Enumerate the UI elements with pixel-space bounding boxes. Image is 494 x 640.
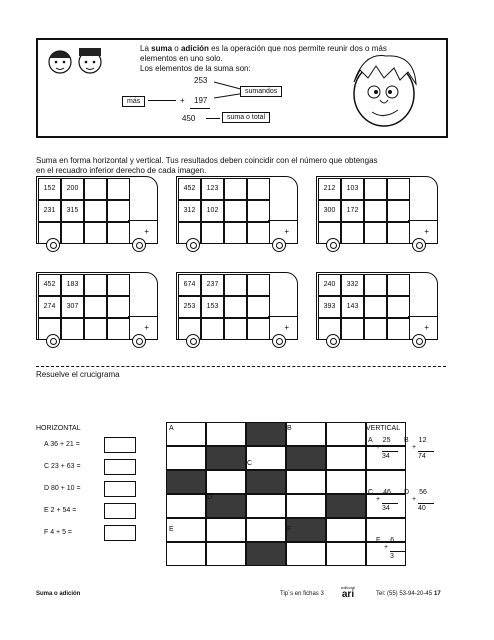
grid-label-c: C xyxy=(247,460,253,467)
grid-cell[interactable] xyxy=(206,518,246,542)
truck-cell xyxy=(84,222,107,244)
truck-cell xyxy=(364,222,387,244)
truck-cell xyxy=(84,200,107,222)
total-arrow xyxy=(206,118,220,119)
truck-cell xyxy=(387,222,410,244)
grid-label-d: D xyxy=(207,494,213,501)
truck-cell: 200 xyxy=(61,178,84,200)
truck-cell: 183 xyxy=(61,274,84,296)
grid-cell[interactable] xyxy=(246,518,286,542)
truck xyxy=(316,272,438,354)
truck-cell: 674 xyxy=(178,274,201,296)
wheel-icon xyxy=(46,238,60,252)
mas-label: más xyxy=(122,96,145,107)
truck-cell xyxy=(84,274,107,296)
truck-cell: 153 xyxy=(201,296,224,318)
grid-label-b: B xyxy=(287,425,292,432)
truck-cell: 393 xyxy=(318,296,341,318)
wheel-icon xyxy=(186,238,200,252)
truck-cell xyxy=(61,222,84,244)
grid-label-a: A xyxy=(169,425,174,432)
truck-cell xyxy=(247,200,270,222)
grid-cell[interactable] xyxy=(326,518,366,542)
footer-series: Tip´s en fichas 3 xyxy=(280,591,324,597)
truck-cell: 332 xyxy=(341,274,364,296)
separator xyxy=(36,366,446,367)
truck-cell: 172 xyxy=(341,200,364,222)
horizontal-title: HORIZONTAL xyxy=(36,425,81,432)
truck-cell xyxy=(107,222,130,244)
grid-cell[interactable] xyxy=(166,470,206,494)
grid-cell[interactable] xyxy=(286,494,326,518)
crossword-title: Resuelve el crucigrama xyxy=(36,370,120,379)
footer-logo: editorial ari xyxy=(340,585,355,600)
truck-cell xyxy=(224,178,247,200)
truck-cell xyxy=(387,274,410,296)
truck-cell: 452 xyxy=(38,274,61,296)
truck-cell xyxy=(224,274,247,296)
truck-plus-cell: + xyxy=(128,316,158,340)
truck-cell: 231 xyxy=(38,200,61,222)
intro-text: La suma o adición es la operación que nos permite reunir dos o más elementos en uno solo. Los elementos de la suma son: xyxy=(140,44,387,73)
grid-cell[interactable] xyxy=(286,542,326,566)
answer-box[interactable] xyxy=(104,437,136,453)
wheel-icon xyxy=(326,238,340,252)
truck-cell: 307 xyxy=(61,296,84,318)
truck-cell xyxy=(387,200,410,222)
truck-cell xyxy=(107,296,130,318)
grid-cell[interactable] xyxy=(246,542,286,566)
truck-cell xyxy=(341,222,364,244)
truck-cell xyxy=(247,178,270,200)
intro-box xyxy=(36,38,448,138)
horizontal-clue: C 23 + 63 = xyxy=(44,463,81,470)
truck-cell xyxy=(224,318,247,340)
truck xyxy=(176,176,298,258)
horizontal-clue: A 36 + 21 = xyxy=(44,441,80,448)
truck-cell xyxy=(387,178,410,200)
truck-cell xyxy=(364,274,387,296)
grid-cell[interactable] xyxy=(246,422,286,446)
truck-plus-cell: + xyxy=(408,220,438,244)
children-illustration xyxy=(44,42,108,82)
answer-box[interactable] xyxy=(104,503,136,519)
vertical-clue: A 25 + 34 xyxy=(368,436,408,461)
grid-cell[interactable] xyxy=(206,446,246,470)
total-label: suma o total xyxy=(222,112,270,123)
truck-cell: 103 xyxy=(341,178,364,200)
plus-sign: + xyxy=(180,96,185,105)
grid-cell[interactable] xyxy=(326,494,366,518)
truck-cell xyxy=(84,296,107,318)
truck-cell xyxy=(247,274,270,296)
wheel-icon xyxy=(412,334,426,348)
truck-cell xyxy=(201,222,224,244)
truck-cell xyxy=(61,318,84,340)
truck-plus-cell: + xyxy=(128,220,158,244)
truck-cell xyxy=(387,296,410,318)
truck-cell: 143 xyxy=(341,296,364,318)
truck-cell: 312 xyxy=(178,200,201,222)
vertical-clue: C 46 + 34 xyxy=(368,488,408,513)
sum-value: 450 xyxy=(182,114,196,123)
wheel-icon xyxy=(272,238,286,252)
answer-box[interactable] xyxy=(104,481,136,497)
grid-cell[interactable] xyxy=(206,422,246,446)
truck-cell xyxy=(387,318,410,340)
truck-cell: 300 xyxy=(318,200,341,222)
sum-line xyxy=(190,108,210,109)
grid-cell[interactable] xyxy=(286,422,326,446)
wheel-icon xyxy=(46,334,60,348)
truck-cell xyxy=(107,274,130,296)
grid-cell[interactable] xyxy=(286,446,326,470)
wheel-icon xyxy=(272,334,286,348)
grid-cell[interactable] xyxy=(326,470,366,494)
addend-1: 253 xyxy=(194,76,208,85)
grid-cell[interactable] xyxy=(166,446,206,470)
truck-cell: 240 xyxy=(318,274,341,296)
grid-label-f: F xyxy=(287,526,292,533)
horizontal-clue: F 4 + 5 = xyxy=(44,529,73,536)
horizontal-clue: E 2 + 54 = xyxy=(44,507,77,514)
vertical-clue: F 6 + 3 xyxy=(376,536,416,561)
mas-arrow xyxy=(148,100,176,101)
wheel-icon xyxy=(326,334,340,348)
truck-cell: 274 xyxy=(38,296,61,318)
truck-cell xyxy=(364,318,387,340)
grid-cell[interactable] xyxy=(246,494,286,518)
truck-cell xyxy=(84,178,107,200)
truck-plus-cell: + xyxy=(268,220,298,244)
truck-cell: 452 xyxy=(178,178,201,200)
addend-2: 197 xyxy=(194,96,208,105)
truck-cell: 253 xyxy=(178,296,201,318)
truck-cell: 152 xyxy=(38,178,61,200)
footer-phone: Tel: (55) 53-94-20-45 xyxy=(376,591,433,597)
truck-cell xyxy=(364,296,387,318)
truck-cell xyxy=(224,200,247,222)
truck-cell xyxy=(224,296,247,318)
answer-box[interactable] xyxy=(104,525,136,541)
truck-cell xyxy=(201,318,224,340)
wheel-icon xyxy=(132,238,146,252)
grid-cell[interactable] xyxy=(206,470,246,494)
truck-cell xyxy=(224,222,247,244)
vertical-clue: D 56 + 40 xyxy=(404,488,444,513)
grid-cell[interactable] xyxy=(326,422,366,446)
grid-cell[interactable] xyxy=(166,494,206,518)
truck-cell xyxy=(364,200,387,222)
grid-cell[interactable] xyxy=(286,470,326,494)
truck-cell: 315 xyxy=(61,200,84,222)
truck-plus-cell: + xyxy=(408,316,438,340)
grid-cell[interactable] xyxy=(166,542,206,566)
grid-label-e: E xyxy=(169,526,174,533)
horizontal-clue: D 80 + 10 = xyxy=(44,485,81,492)
truck xyxy=(316,176,438,258)
boy-illustration xyxy=(334,44,438,132)
wheel-icon xyxy=(412,238,426,252)
truck-cell xyxy=(107,318,130,340)
answer-box[interactable] xyxy=(104,459,136,475)
grid-cell[interactable] xyxy=(246,470,286,494)
truck-cell: 102 xyxy=(201,200,224,222)
wheel-icon xyxy=(186,334,200,348)
truck-cell xyxy=(107,200,130,222)
grid-cell[interactable] xyxy=(206,542,246,566)
truck-cell xyxy=(364,178,387,200)
truck-cell xyxy=(341,318,364,340)
truck xyxy=(176,272,298,354)
truck xyxy=(36,272,158,354)
grid-cell[interactable] xyxy=(286,518,326,542)
vertical-title: VERTICAL xyxy=(366,425,401,432)
truck-cell: 123 xyxy=(201,178,224,200)
truck-cell xyxy=(247,222,270,244)
grid-cell[interactable] xyxy=(326,446,366,470)
truck-cell: 237 xyxy=(201,274,224,296)
sumandos-label: sumandos xyxy=(240,86,282,97)
truck-cell xyxy=(84,318,107,340)
wheel-icon xyxy=(132,334,146,348)
instructions: Suma en forma horizontal y vertical. Tus resultados deben coincidir con el número que obtengas en el recuadro inferior derecho de cada imagen. xyxy=(36,156,378,175)
footer-title: Suma o adición xyxy=(36,591,81,597)
grid-cell[interactable] xyxy=(326,542,366,566)
vertical-clue: B 12 + 74 xyxy=(404,436,444,461)
truck-plus-cell: + xyxy=(268,316,298,340)
truck-cell: 212 xyxy=(318,178,341,200)
truck-cell xyxy=(247,318,270,340)
truck xyxy=(36,176,158,258)
truck-cell xyxy=(247,296,270,318)
footer-page: 17 xyxy=(434,591,441,597)
truck-cell xyxy=(107,178,130,200)
